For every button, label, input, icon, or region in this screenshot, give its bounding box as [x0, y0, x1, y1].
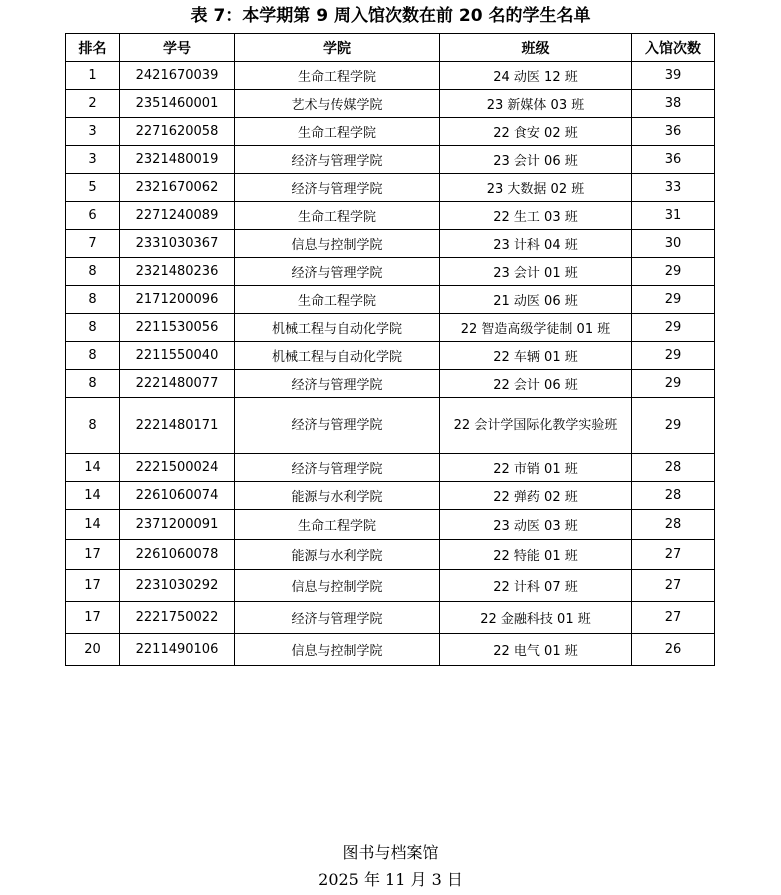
cell-student-id: 2321670062 [120, 174, 235, 202]
cell-student-id: 2371200091 [120, 510, 235, 540]
cell-class: 24 动医 12 班 [440, 62, 632, 90]
cell-class: 22 智造高级学徒制 01 班 [440, 314, 632, 342]
cell-rank: 8 [66, 314, 120, 342]
cell-student-id: 2331030367 [120, 230, 235, 258]
cell-class: 22 金融科技 01 班 [440, 602, 632, 634]
cell-visit-count: 39 [632, 62, 715, 90]
cell-student-id: 2211550040 [120, 342, 235, 370]
cell-visit-count: 29 [632, 398, 715, 454]
cell-college: 经济与管理学院 [235, 602, 440, 634]
table-row [66, 286, 715, 314]
cell-student-id: 2211490106 [120, 634, 235, 666]
cell-rank: 8 [66, 286, 120, 314]
cell-college: 信息与控制学院 [235, 570, 440, 602]
table-row [66, 454, 715, 482]
cell-student-id: 2261060078 [120, 540, 235, 570]
cell-class: 23 大数据 02 班 [440, 174, 632, 202]
table-row [66, 62, 715, 90]
cell-student-id: 2351460001 [120, 90, 235, 118]
header-rank: 排名 [66, 34, 120, 62]
cell-class: 22 食安 02 班 [440, 118, 632, 146]
cell-visit-count: 28 [632, 510, 715, 540]
cell-visit-count: 29 [632, 370, 715, 398]
cell-student-id: 2231030292 [120, 570, 235, 602]
cell-college: 艺术与传媒学院 [235, 90, 440, 118]
cell-visit-count: 33 [632, 174, 715, 202]
table-row [66, 540, 715, 570]
table-row [66, 342, 715, 370]
table-row [66, 174, 715, 202]
cell-college: 机械工程与自动化学院 [235, 342, 440, 370]
header-visit-count: 入馆次数 [632, 34, 715, 62]
cell-student-id: 2211530056 [120, 314, 235, 342]
cell-student-id: 2321480019 [120, 146, 235, 174]
cell-rank: 8 [66, 370, 120, 398]
cell-class: 22 特能 01 班 [440, 540, 632, 570]
cell-class: 22 电气 01 班 [440, 634, 632, 666]
table-row [66, 258, 715, 286]
cell-student-id: 2221480171 [120, 398, 235, 454]
cell-visit-count: 28 [632, 454, 715, 482]
cell-rank: 1 [66, 62, 120, 90]
table-row [66, 146, 715, 174]
cell-class: 22 生工 03 班 [440, 202, 632, 230]
cell-visit-count: 27 [632, 602, 715, 634]
cell-class: 22 会计学国际化教学实验班 [440, 398, 632, 454]
cell-rank: 2 [66, 90, 120, 118]
cell-visit-count: 29 [632, 314, 715, 342]
cell-college: 经济与管理学院 [235, 146, 440, 174]
header-student-id: 学号 [120, 34, 235, 62]
table-row [66, 570, 715, 602]
cell-student-id: 2221500024 [120, 454, 235, 482]
issuer-name: 图书与档案馆 [342, 843, 439, 862]
table-title: 表 7：本学期第 9 周入馆次数在前 20 名的学生名单 [190, 6, 591, 26]
header-class: 班级 [440, 34, 632, 62]
cell-college: 信息与控制学院 [235, 634, 440, 666]
table-row [66, 370, 715, 398]
cell-college: 经济与管理学院 [235, 258, 440, 286]
table-row [66, 510, 715, 540]
cell-rank: 17 [66, 570, 120, 602]
cell-class: 23 动医 03 班 [440, 510, 632, 540]
cell-college: 生命工程学院 [235, 286, 440, 314]
cell-class: 22 市销 01 班 [440, 454, 632, 482]
cell-college: 经济与管理学院 [235, 454, 440, 482]
cell-rank: 3 [66, 118, 120, 146]
table-row [66, 482, 715, 510]
cell-visit-count: 28 [632, 482, 715, 510]
table-header-row [66, 34, 715, 62]
cell-college: 经济与管理学院 [235, 174, 440, 202]
cell-college: 生命工程学院 [235, 118, 440, 146]
cell-rank: 3 [66, 146, 120, 174]
table-row [66, 118, 715, 146]
cell-class: 23 新媒体 03 班 [440, 90, 632, 118]
header-college: 学院 [235, 34, 440, 62]
cell-student-id: 2271620058 [120, 118, 235, 146]
cell-visit-count: 29 [632, 342, 715, 370]
cell-college: 生命工程学院 [235, 202, 440, 230]
cell-student-id: 2171200096 [120, 286, 235, 314]
cell-college: 生命工程学院 [235, 62, 440, 90]
cell-student-id: 2261060074 [120, 482, 235, 510]
cell-college: 信息与控制学院 [235, 230, 440, 258]
cell-college: 能源与水利学院 [235, 482, 440, 510]
cell-visit-count: 38 [632, 90, 715, 118]
cell-college: 机械工程与自动化学院 [235, 314, 440, 342]
table-row [66, 90, 715, 118]
cell-college: 经济与管理学院 [235, 370, 440, 398]
cell-rank: 20 [66, 634, 120, 666]
cell-student-id: 2321480236 [120, 258, 235, 286]
cell-student-id: 2421670039 [120, 62, 235, 90]
cell-student-id: 2221750022 [120, 602, 235, 634]
cell-rank: 5 [66, 174, 120, 202]
cell-visit-count: 36 [632, 118, 715, 146]
cell-rank: 17 [66, 540, 120, 570]
cell-visit-count: 30 [632, 230, 715, 258]
cell-rank: 8 [66, 398, 120, 454]
cell-rank: 8 [66, 258, 120, 286]
table-row [66, 202, 715, 230]
table-row [66, 602, 715, 634]
table-row [66, 230, 715, 258]
cell-rank: 14 [66, 482, 120, 510]
cell-college: 经济与管理学院 [235, 398, 440, 454]
cell-rank: 8 [66, 342, 120, 370]
cell-visit-count: 29 [632, 286, 715, 314]
cell-class: 22 弹药 02 班 [440, 482, 632, 510]
table-row [66, 398, 715, 454]
cell-visit-count: 29 [632, 258, 715, 286]
table-row [66, 634, 715, 666]
cell-college: 能源与水利学院 [235, 540, 440, 570]
cell-class: 22 计科 07 班 [440, 570, 632, 602]
cell-rank: 7 [66, 230, 120, 258]
cell-rank: 14 [66, 510, 120, 540]
table-body [66, 62, 715, 666]
cell-student-id: 2271240089 [120, 202, 235, 230]
cell-class: 23 会计 01 班 [440, 258, 632, 286]
student-ranking-table [65, 33, 715, 666]
cell-class: 22 车辆 01 班 [440, 342, 632, 370]
cell-rank: 14 [66, 454, 120, 482]
cell-visit-count: 36 [632, 146, 715, 174]
cell-rank: 6 [66, 202, 120, 230]
cell-class: 22 会计 06 班 [440, 370, 632, 398]
cell-visit-count: 27 [632, 540, 715, 570]
cell-class: 23 会计 06 班 [440, 146, 632, 174]
table-row [66, 314, 715, 342]
cell-rank: 17 [66, 602, 120, 634]
cell-class: 23 计科 04 班 [440, 230, 632, 258]
cell-college: 生命工程学院 [235, 510, 440, 540]
cell-visit-count: 26 [632, 634, 715, 666]
cell-class: 21 动医 06 班 [440, 286, 632, 314]
cell-student-id: 2221480077 [120, 370, 235, 398]
cell-visit-count: 31 [632, 202, 715, 230]
cell-visit-count: 27 [632, 570, 715, 602]
issue-date: 2025 年 11 月 3 日 [318, 870, 463, 889]
